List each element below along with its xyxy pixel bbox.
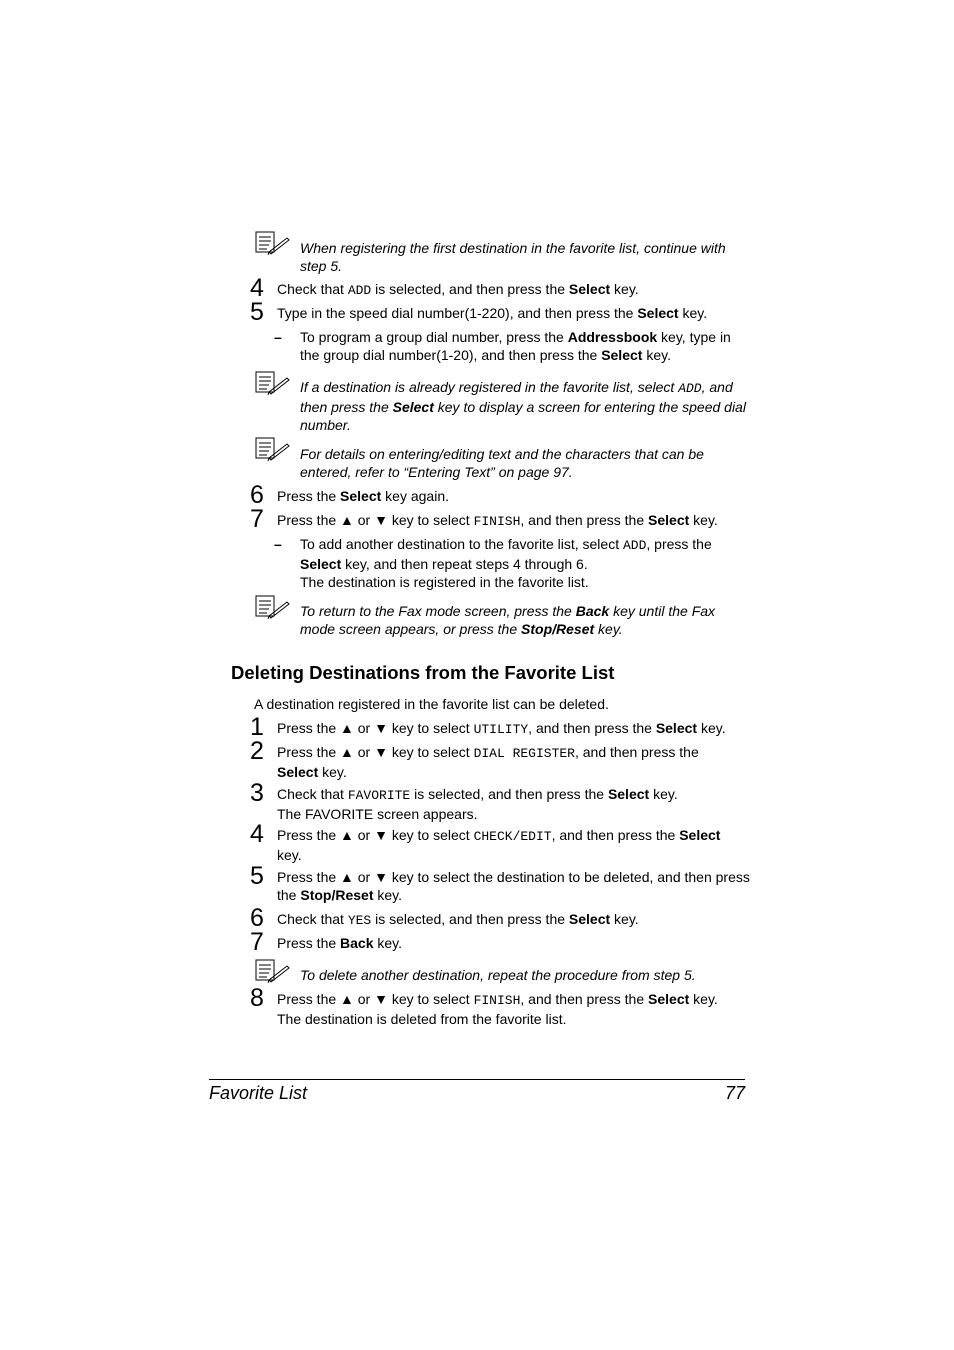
step-number: 4 (250, 274, 264, 302)
step-text: Press the Back key. (277, 935, 403, 951)
step-number: 4 (250, 820, 264, 848)
note-text: To delete another destination, repeat the procedure from step 5. (300, 967, 696, 983)
step-text: Type in the speed dial number(1-220), and then press the Select key. (277, 305, 708, 321)
note (254, 595, 746, 643)
step-number: 5 (250, 298, 264, 326)
step-number: 6 (250, 481, 264, 509)
note (254, 231, 746, 279)
sub-step-text: To add another destination to the favorite list, select ADD, press the Select key, and then repeat steps 4 through 6. The destination is registered in the favorite list. (300, 536, 712, 590)
step-number: 2 (250, 737, 264, 765)
footer-title: Favorite List (209, 1083, 308, 1103)
step-text: Press the ▲ or ▼ key to select DIAL REGISTER, and then press the Select key. (277, 744, 699, 780)
note-pen-icon (254, 437, 290, 463)
note-pen-icon (254, 595, 290, 621)
step-number: 7 (250, 928, 264, 956)
note-pen-icon (254, 231, 290, 257)
note (254, 371, 746, 433)
note-text: If a destination is already registered in the favorite list, select ADD, and then press the Select key to display a screen for entering the speed dial number. (300, 379, 746, 433)
step-text: Check that YES is selected, and then press the Select key. (277, 911, 639, 928)
note-pen-icon (254, 959, 290, 985)
step-text: Check that FAVORITE is selected, and then press the Select key. The FAVORITE screen appears. (277, 786, 678, 822)
step-text: Press the ▲ or ▼ key to select CHECK/EDIT, and then press the Select key. (277, 827, 721, 863)
section-heading: Deleting Destinations from the Favorite List (231, 662, 615, 683)
sub-step-text: To program a group dial number, press the Addressbook key, type in the group dial number(1-20), and then press the Select key. (300, 329, 731, 363)
step-text: Press the ▲ or ▼ key to select UTILITY, and then press the Select key. (277, 720, 726, 737)
note-text: For details on entering/editing text and the characters that can be entered, refer to “Entering Text” on page 97. (300, 446, 704, 480)
manual-page: When registering the first destination in the favorite list, continue with step 5. 4 Check that ADD is selected, and then press the Select key. 5 Type in the speed dial number(1-220), and then press the Select key. – To program a group dial number, press the Addressbook key, type in the group dial number(1-20), and then press the Select key. If a destination is already registered in the favorite list, select ADD, and then press the Select key to display a screen for entering the speed dial number. For details on entering/editing text and the characters that can be entered, refer to “Entering Text” on page 97. 6 Press the Select key again. 7 Press the ▲ or ▼ key to select FINISH, and then press the Select key. – To add another destination to the favorite list, select ADD, press the Select key, and then repeat steps 4 through 6. The destination is registered in the favorite list. To return to the Fax mode screen, press the Back key until the Fax mode screen appears, or press the Stop/Reset key. Deleting Destinations from the Favorite List A destination registered in the favorite list can be deleted. 1 Press the ▲ or ▼ key to select UTILITY, and then press the Select key. 2 Press the ▲ or ▼ key to select DIAL REGISTER, and then press the Select key. 3 Check that FAVORITE is selected, and then press the Select key. The FAVORITE screen appears. 4 Press the ▲ or ▼ key to select CHECK/EDIT, and then press the Select key. 5 Press the ▲ or ▼ key to select the destination to be deleted, and then press the Stop/Reset key. 6 Check that YES is selected, and then press the Select key. 7 Press the Back key. To delete another destination, repeat the procedure from step 5. 8 Press the ▲ or ▼ key to select FINISH, and then press the Select key. The destination is deleted from the favorite list. Favorite List 77 (0, 0, 954, 1350)
note-text: When registering the first destination in the favorite list, continue with step 5. (300, 240, 726, 274)
step-text: Press the Select key again. (277, 488, 449, 504)
page-number: 77 (724, 1083, 745, 1103)
note-text: To return to the Fax mode screen, press the Back key until the Fax mode screen appears, or press the Stop/Reset key. (300, 603, 716, 637)
step-text: Press the ▲ or ▼ key to select FINISH, and then press the Select key. (277, 512, 718, 529)
note-pen-icon (254, 371, 290, 397)
step-number: 7 (250, 505, 264, 533)
step-text: Press the ▲ or ▼ key to select the destination to be deleted, and then press the Stop/Reset key. (277, 869, 750, 903)
step-text: Check that ADD is selected, and then press the Select key. (277, 281, 639, 298)
step-number: 5 (250, 862, 264, 890)
footer-divider (209, 1079, 745, 1080)
step-number: 1 (250, 713, 264, 741)
step-number: 8 (250, 984, 264, 1012)
step-number: 3 (250, 779, 264, 807)
section-intro: A destination registered in the favorite list can be deleted. (254, 696, 609, 712)
step-number: 6 (250, 904, 264, 932)
note (254, 437, 746, 485)
step-text: Press the ▲ or ▼ key to select FINISH, and then press the Select key. The destination is deleted from the favorite list. (277, 991, 718, 1027)
